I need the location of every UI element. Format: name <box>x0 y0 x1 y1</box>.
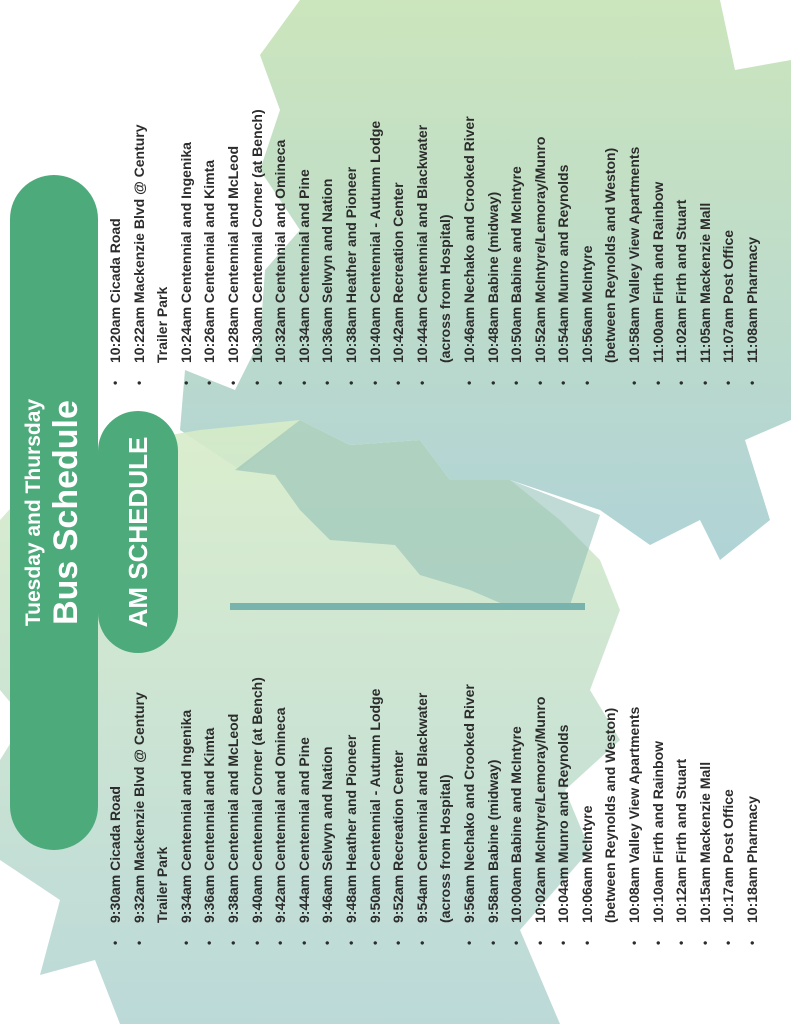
stop-item: • 10:24am Centennial and Ingenika <box>175 109 199 385</box>
schedule-days: Tuesday and Thursday <box>22 398 46 627</box>
stop-item-continuation: (across from Hospital) <box>437 774 454 923</box>
stop-item: • 10:04am Munro and Reynolds <box>552 677 576 945</box>
stop-item-continuation: (between Reynolds and Weston) <box>602 147 619 363</box>
stop-item: • 10:26am Centennial and Kimta <box>198 109 222 385</box>
stop-item: • 9:54am Centennial and Blackwater <box>411 677 435 945</box>
stop-item: • 11:00am Firth and Rainbow <box>647 109 671 385</box>
stop-item: • 9:46am Selwyn and Nation <box>316 677 340 945</box>
stop-item: • 9:34am Centennial and Ingenika <box>175 677 199 945</box>
stop-item: • 10:54am Munro and Reynolds <box>552 109 576 385</box>
stop-item: • 10:42am Recreation Center <box>387 109 411 385</box>
stop-item: • 10:44am Centennial and Blackwater <box>411 109 435 385</box>
stop-item: • 10:30am Centennial Corner (at Bench) <box>246 109 270 385</box>
stop-item: • 9:36am Centennial and Kimta <box>198 677 222 945</box>
stop-item: • 10:12am Firth and Stuart <box>670 677 694 945</box>
stop-item-continuation: (between Reynolds and Weston) <box>602 707 619 923</box>
stop-item: • 10:15am Mackenzie Mall <box>694 677 718 945</box>
schedule-title-banner <box>10 175 98 850</box>
stop-item: • 10:38am Heather and Pioneer <box>340 109 364 385</box>
stop-item: • 11:02am Firth and Stuart <box>670 109 694 385</box>
stop-item: • 10:34am Centennial and Pine <box>293 109 317 385</box>
am-schedule-badge: AM SCHEDULE <box>98 411 178 653</box>
stop-item: • 10:28am Centennial and McLeod <box>222 109 246 385</box>
stop-item: • 9:44am Centennial and Pine <box>293 677 317 945</box>
stop-item: • 11:05am Mackenzie Mall <box>694 109 718 385</box>
stop-item: • 10:32am Centennial and Omineca <box>269 109 293 385</box>
stop-item: • 10:06am McIntyre <box>576 677 600 945</box>
stop-item: • 9:30am Cicada Road <box>104 677 128 945</box>
stop-item: • 11:08am Pharmacy <box>741 109 765 385</box>
stop-item: • 10:20am Cicada Road <box>104 109 128 385</box>
stop-item: • 9:50am Centennial - Autumn Lodge <box>364 677 388 945</box>
divider-line <box>230 603 585 610</box>
stop-item: • 9:42am Centennial and Omineca <box>269 677 293 945</box>
stop-item: • 10:36am Selwyn and Nation <box>316 109 340 385</box>
stop-item: • 10:50am Babine and McIntyre <box>505 109 529 385</box>
stop-item: • 10:18am Pharmacy <box>741 677 765 945</box>
stop-item: • 10:02am McIntyre/Lemoray/Munro <box>529 677 553 945</box>
stop-item: • 10:46am Nechako and Crooked River <box>458 109 482 385</box>
stop-item: • 10:52am McIntyre/Lemoray/Munro <box>529 109 553 385</box>
stop-item: • 10:56am McIntyre <box>576 109 600 385</box>
stop-item: • 10:22am Mackenzie Blvd @ Century <box>128 109 152 385</box>
stop-item: • 9:52am Recreation Center <box>387 677 411 945</box>
stop-item: • 11:07am Post Office <box>717 109 741 385</box>
stop-item: • 10:48am Babine (midway) <box>482 109 506 385</box>
first-run-stops <box>104 677 765 945</box>
stop-item-continuation: Trailer Park <box>154 286 171 363</box>
stop-item: • 9:40am Centennial Corner (at Bench) <box>246 677 270 945</box>
stop-item: • 10:08am Valley View Apartments <box>623 677 647 945</box>
stop-item: • 9:48am Heather and Pioneer <box>340 677 364 945</box>
stop-item: • 9:56am Nechako and Crooked River <box>458 677 482 945</box>
stop-item: • 10:17am Post Office <box>717 677 741 945</box>
stop-item: • 9:58am Babine (midway) <box>482 677 506 945</box>
stop-item-continuation: (across from Hospital) <box>437 214 454 363</box>
stop-item: • 10:58am Valley View Apartments <box>623 109 647 385</box>
stop-item: • 9:32am Mackenzie Blvd @ Century <box>128 677 152 945</box>
stop-item: • 10:40am Centennial - Autumn Lodge <box>364 109 388 385</box>
stop-item: • 9:38am Centennial and McLeod <box>222 677 246 945</box>
stop-item-continuation: Trailer Park <box>154 846 171 923</box>
second-run-stops <box>104 109 765 385</box>
stop-item: • 10:10am Firth and Rainbow <box>647 677 671 945</box>
stop-item: • 10:00am Babine and McIntyre <box>505 677 529 945</box>
schedule-title: Bus Schedule <box>46 400 85 625</box>
